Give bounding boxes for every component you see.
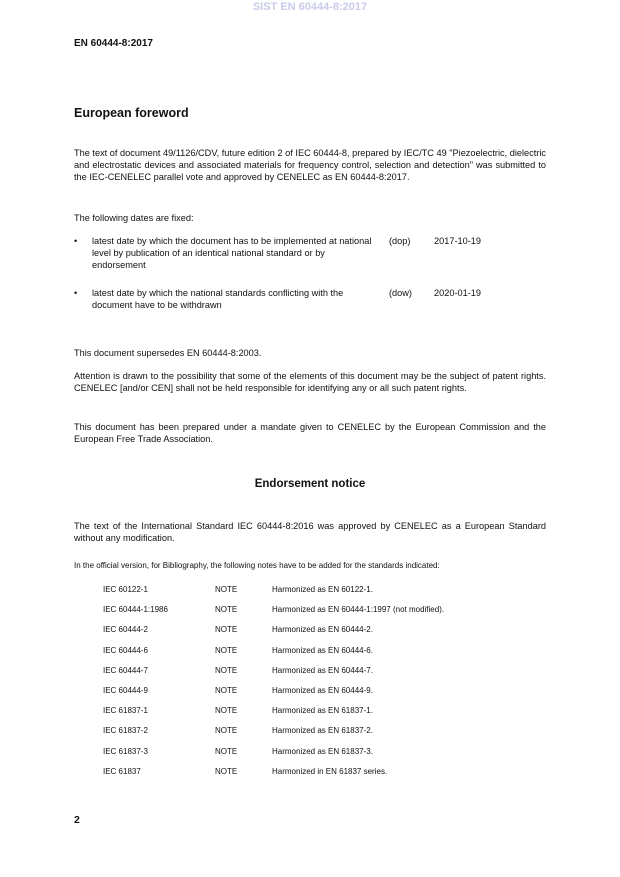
- note-label: NOTE: [215, 746, 238, 756]
- note-label: NOTE: [215, 706, 238, 716]
- date-description: latest date by which the national standards conflicting with the document have to be withdrawn: [92, 288, 344, 310]
- standard-ref: IEC 60444-6: [103, 645, 148, 655]
- date-item-dop: [74, 235, 546, 275]
- note-text: Harmonized as EN 61837-1.: [272, 706, 373, 716]
- document-header: EN 60444-8:2017: [74, 38, 153, 49]
- notes-row: [103, 767, 543, 779]
- standard-ref: IEC 60444-7: [103, 665, 148, 675]
- note-text: Harmonized as EN 61837-2.: [272, 726, 373, 736]
- standard-ref: IEC 61837-3: [103, 746, 148, 756]
- page-number: 2: [74, 814, 80, 826]
- endorsement-paragraph: The text of the International Standard IEC 60444-8:2016 was approved by CENELEC as a European Standard without any modification.: [74, 521, 546, 543]
- note-text: Harmonized as EN 61837-3.: [272, 746, 373, 756]
- standard-ref: IEC 60444-2: [103, 625, 148, 635]
- notes-row: [103, 666, 543, 678]
- note-text: Harmonized as EN 60444-6.: [272, 645, 373, 655]
- standard-ref: IEC 61837-2: [103, 726, 148, 736]
- supersedes-paragraph: This document supersedes EN 60444-8:2003.: [74, 348, 262, 358]
- mandate-paragraph: This document has been prepared under a mandate given to CENELEC by the European Commission and the European Free Trade Association.: [74, 422, 546, 444]
- bullet: •: [74, 288, 78, 298]
- note-text: Harmonized as EN 60444-2.: [272, 625, 373, 635]
- standard-ref: IEC 60122-1: [103, 585, 148, 594]
- notes-row: [103, 706, 543, 718]
- dates-intro: The following dates are fixed:: [74, 213, 194, 223]
- watermark: SIST EN 60444-8:2017: [252, 1, 368, 13]
- notes-row: [103, 747, 543, 759]
- note-text: Harmonized in EN 61837 series.: [272, 766, 388, 776]
- note-label: NOTE: [215, 585, 238, 594]
- notes-row: [103, 585, 543, 597]
- standard-ref: IEC 61837-1: [103, 706, 148, 716]
- note-text: Harmonized as EN 60122-1.: [272, 585, 373, 594]
- note-text: Harmonized as EN 60444-9.: [272, 686, 373, 695]
- standard-ref: IEC 60444-1:1986: [103, 605, 168, 615]
- standard-ref: IEC 60444-9: [103, 686, 148, 695]
- note-label: NOTE: [215, 605, 238, 615]
- notes-row: [103, 646, 543, 658]
- note-text: Harmonized as EN 60444-1:1997 (not modified).: [272, 605, 445, 615]
- note-label: NOTE: [215, 686, 238, 695]
- foreword-paragraph: The text of document 49/1126/CDV, future edition 2 of IEC 60444-8, prepared by IEC/TC 49 "Piezoelectric, dielectric and electrostatic devices and associated materials for frequency control, selection and detection" was submitted to the IEC-CENELEC parallel vote and approved by CENELEC as EN 60444-8:2017.: [74, 148, 546, 182]
- notes-row: [103, 686, 543, 698]
- section-title-endorsement: Endorsement notice: [254, 478, 366, 490]
- date-item-dow: [74, 287, 546, 315]
- notes-row: [103, 625, 543, 637]
- date-description: latest date by which the document has to be implemented at national level by publication of an identical national standard or by endorsement: [92, 236, 372, 270]
- date-code: (dop): [389, 236, 411, 246]
- patent-paragraph: Attention is drawn to the possibility that some of the elements of this document may be the subject of patent rights. CENELEC [and/or CEN] shall not be held responsible for identifying any or all such patent rights.: [74, 371, 546, 393]
- note-text: Harmonized as EN 60444-7.: [272, 665, 373, 675]
- notes-row: [103, 726, 543, 738]
- notes-intro: In the official version, for Bibliography, the following notes have to be added for the standards indicated:: [74, 561, 440, 570]
- standard-ref: IEC 61837: [103, 766, 141, 776]
- note-label: NOTE: [215, 645, 238, 655]
- note-label: NOTE: [215, 726, 238, 736]
- date-code: (dow): [389, 288, 412, 298]
- note-label: NOTE: [215, 665, 238, 675]
- note-label: NOTE: [215, 625, 238, 635]
- bullet: •: [74, 236, 78, 246]
- section-title-foreword: European foreword: [74, 106, 189, 120]
- date-value: 2017-10-19: [434, 236, 481, 246]
- date-value: 2020-01-19: [434, 288, 481, 298]
- notes-row: [103, 605, 543, 617]
- note-label: NOTE: [215, 766, 238, 776]
